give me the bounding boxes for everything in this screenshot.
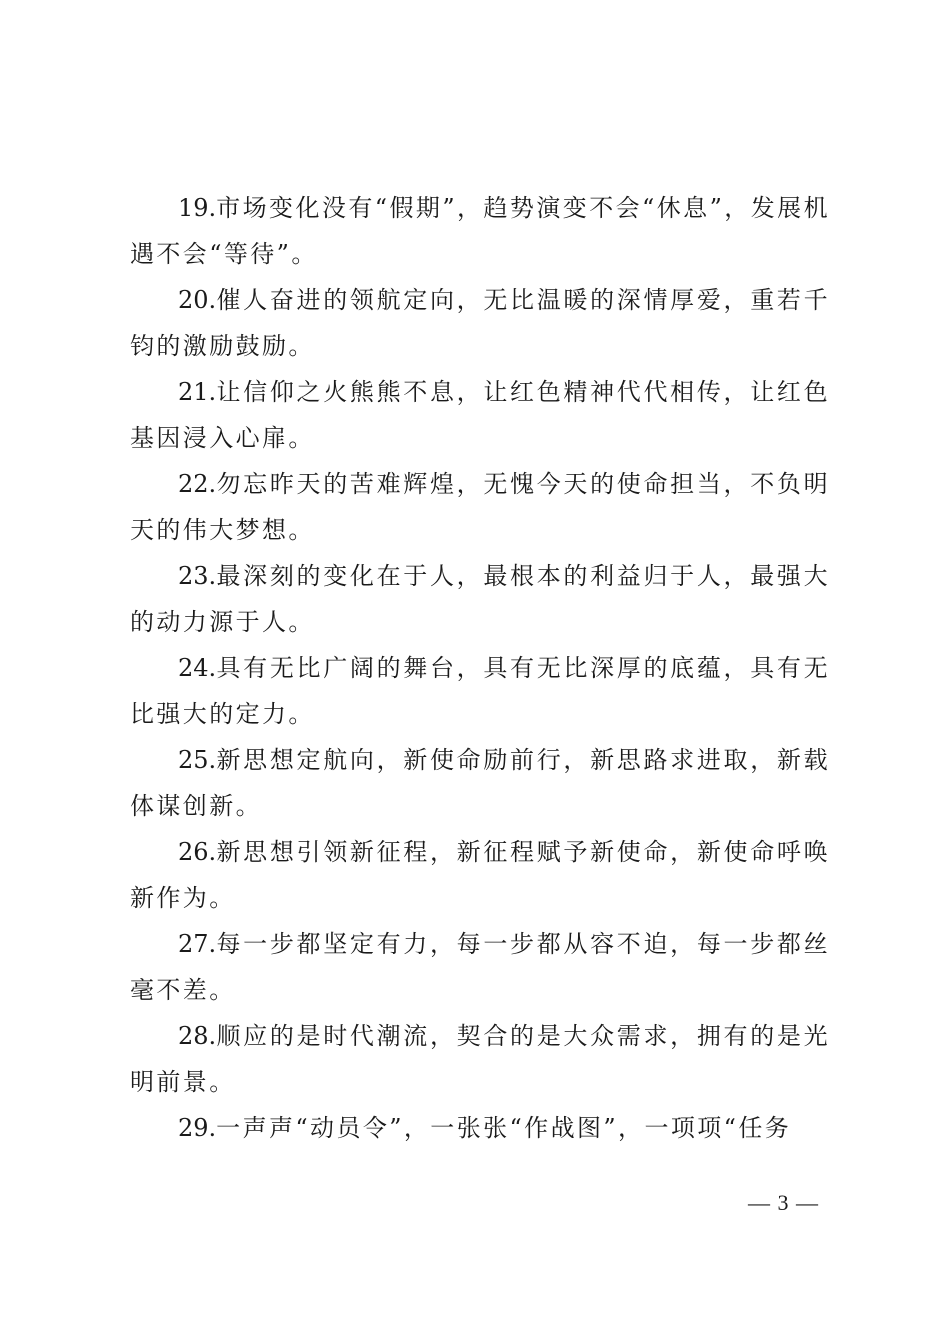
item-number: 25. bbox=[178, 746, 217, 774]
item-text: 顺应的是时代潮流，契合的是大众需求，拥有的是光明前景。 bbox=[130, 1022, 830, 1096]
list-item-27 bbox=[130, 921, 830, 1013]
item-text: 勿忘昨天的苦难辉煌，无愧今天的使命担当，不负明天的伟大梦想。 bbox=[130, 470, 830, 544]
item-text: 让信仰之火熊熊不息，让红色精神代代相传，让红色基因浸入心扉。 bbox=[130, 378, 830, 452]
item-number: 19. bbox=[178, 194, 217, 222]
list-item-19 bbox=[130, 185, 830, 277]
item-number: 21. bbox=[178, 378, 217, 406]
list-item-23 bbox=[130, 553, 830, 645]
item-text: 一声声“动员令”，一张张“作战图”，一项项“任务 bbox=[216, 1114, 792, 1142]
item-number: 20. bbox=[178, 286, 217, 314]
item-text: 新思想引领新征程，新征程赋予新使命，新使命呼唤新作为。 bbox=[130, 838, 830, 912]
list-item-28 bbox=[130, 1013, 830, 1105]
item-number: 26. bbox=[178, 838, 217, 866]
list-item-24 bbox=[130, 645, 830, 737]
item-text: 具有无比广阔的舞台，具有无比深厚的底蕴，具有无比强大的定力。 bbox=[130, 654, 830, 728]
item-text: 最深刻的变化在于人，最根本的利益归于人，最强大的动力源于人。 bbox=[130, 562, 830, 636]
page-number: — 3 — bbox=[748, 1190, 819, 1215]
item-number: 27. bbox=[178, 930, 217, 958]
list-item-22 bbox=[130, 461, 830, 553]
item-text: 新思想定航向，新使命励前行，新思路求进取，新载体谋创新。 bbox=[130, 746, 830, 820]
item-text: 催人奋进的领航定向，无比温暖的深情厚爱，重若千钧的激励鼓励。 bbox=[130, 286, 830, 360]
document-body bbox=[130, 185, 830, 1151]
list-item-21 bbox=[130, 369, 830, 461]
item-number: 28. bbox=[178, 1022, 217, 1050]
list-item-20 bbox=[130, 277, 830, 369]
item-text: 市场变化没有“假期”，趋势演变不会“休息”，发展机遇不会“等待”。 bbox=[130, 194, 830, 268]
list-item-25 bbox=[130, 737, 830, 829]
list-item-29 bbox=[130, 1105, 830, 1151]
list-item-26 bbox=[130, 829, 830, 921]
item-number: 22. bbox=[178, 470, 217, 498]
item-number: 24. bbox=[178, 654, 217, 682]
item-text: 每一步都坚定有力，每一步都从容不迫，每一步都丝毫不差。 bbox=[130, 930, 830, 1004]
item-number: 23. bbox=[178, 562, 217, 590]
item-number: 29. bbox=[178, 1114, 217, 1142]
